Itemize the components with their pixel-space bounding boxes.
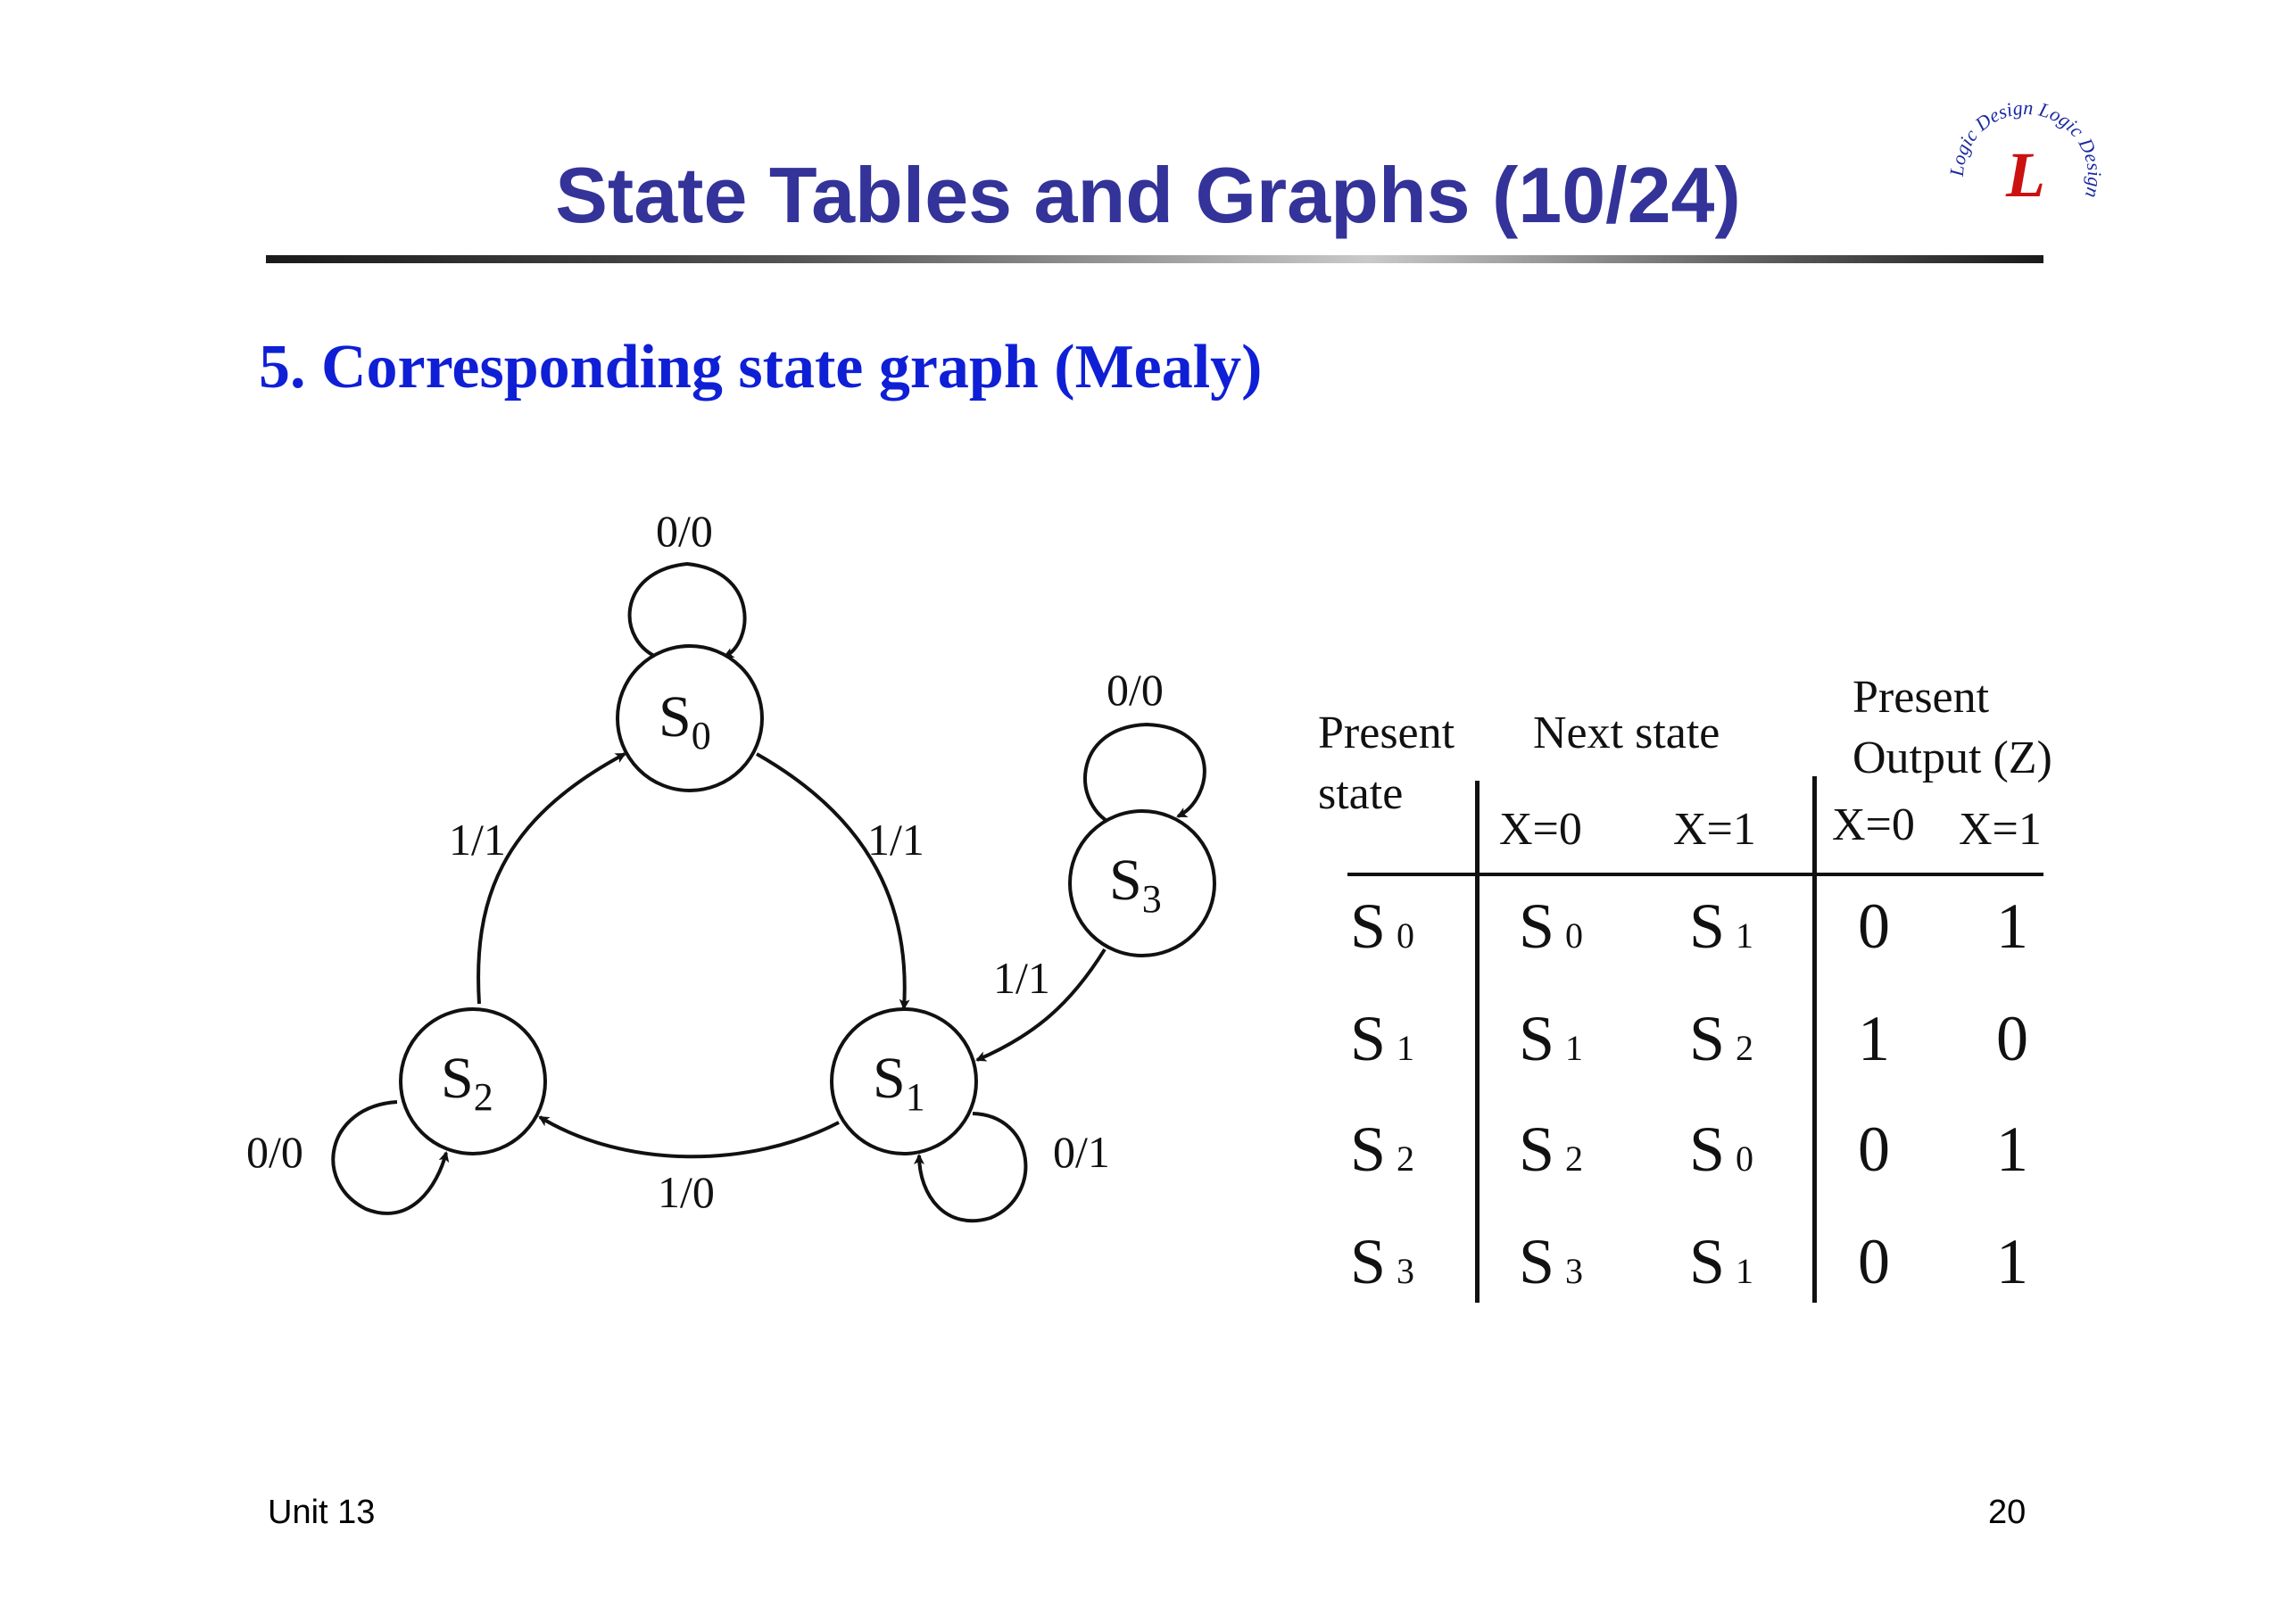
header-out-x0: X=0 bbox=[1832, 799, 1915, 850]
label-s2-to-s0: 1/1 bbox=[449, 815, 506, 865]
label-s2-self: 0/0 bbox=[246, 1127, 303, 1177]
cell-z0-2: 0 bbox=[1858, 1114, 1890, 1185]
cell-ps-0: S 0 bbox=[1350, 890, 1415, 962]
footer-unit: Unit 13 bbox=[268, 1494, 376, 1531]
cell-z1-3: 1 bbox=[1996, 1226, 2028, 1297]
logo-ring-text: Logic Design Logic Design bbox=[1944, 96, 2107, 201]
cell-ns0-3: S 3 bbox=[1519, 1226, 1584, 1297]
cell-z0-1: 1 bbox=[1858, 1003, 1890, 1074]
slide-title: State Tables and Graphs (10/24) bbox=[555, 151, 1741, 239]
header-next-x1: X=1 bbox=[1673, 804, 1756, 855]
cell-z0-0: 0 bbox=[1858, 890, 1890, 962]
cell-z1-2: 1 bbox=[1996, 1114, 2028, 1185]
cell-z1-1: 0 bbox=[1996, 1003, 2028, 1074]
cell-ps-1: S 1 bbox=[1350, 1003, 1415, 1074]
table-divider-left bbox=[1475, 781, 1480, 1303]
table-header-rule bbox=[1347, 873, 2043, 876]
cell-ps-3: S 3 bbox=[1350, 1226, 1415, 1297]
cell-ns1-3: S 1 bbox=[1689, 1226, 1754, 1297]
node-s3-label: $S_3$ bbox=[1109, 848, 1162, 921]
node-s0-label: $S_0$ bbox=[659, 684, 711, 758]
header-output-1: Present bbox=[1853, 672, 1990, 723]
label-s0-to-s1: 1/1 bbox=[867, 815, 924, 865]
cell-ns0-1: S 1 bbox=[1519, 1003, 1584, 1074]
edge-s1-to-s2 bbox=[540, 1117, 839, 1156]
header-next-x0: X=0 bbox=[1499, 804, 1582, 855]
cell-ns1-0: S 1 bbox=[1689, 890, 1754, 962]
header-present-state-2: state bbox=[1318, 768, 1404, 819]
cell-ps-2: S 2 bbox=[1350, 1114, 1415, 1185]
label-s3-self: 0/0 bbox=[1107, 665, 1164, 715]
edge-s0-to-s1 bbox=[757, 754, 905, 1008]
table-divider-right bbox=[1812, 776, 1817, 1303]
cell-z1-0: 1 bbox=[1996, 890, 2028, 962]
header-output-2: Output (Z) bbox=[1853, 733, 2052, 783]
header-next-state: Next state bbox=[1533, 708, 1720, 758]
footer-page-number: 20 bbox=[1988, 1494, 2027, 1531]
edge-s2-to-s0 bbox=[478, 754, 625, 1004]
logo-letter: L bbox=[2006, 139, 2045, 211]
label-s0-self: 0/0 bbox=[656, 506, 713, 556]
header-out-x1: X=1 bbox=[1959, 804, 2042, 855]
label-s1-to-s2: 1/0 bbox=[658, 1167, 715, 1217]
node-s2-label: $S_2$ bbox=[441, 1046, 493, 1119]
cell-z0-3: 0 bbox=[1858, 1226, 1890, 1297]
cell-ns1-2: S 0 bbox=[1689, 1114, 1754, 1185]
section-heading: 5. Corresponding state graph (Mealy) bbox=[259, 333, 1263, 402]
cell-ns0-2: S 2 bbox=[1519, 1114, 1584, 1185]
label-s3-to-s1: 1/1 bbox=[993, 953, 1050, 1003]
cell-ns1-1: S 2 bbox=[1689, 1003, 1754, 1074]
cell-ns0-0: S 0 bbox=[1519, 890, 1584, 962]
node-s1-label: $S_1$ bbox=[873, 1046, 925, 1119]
header-present-state-1: Present bbox=[1318, 708, 1455, 758]
label-s1-self: 0/1 bbox=[1053, 1127, 1110, 1177]
